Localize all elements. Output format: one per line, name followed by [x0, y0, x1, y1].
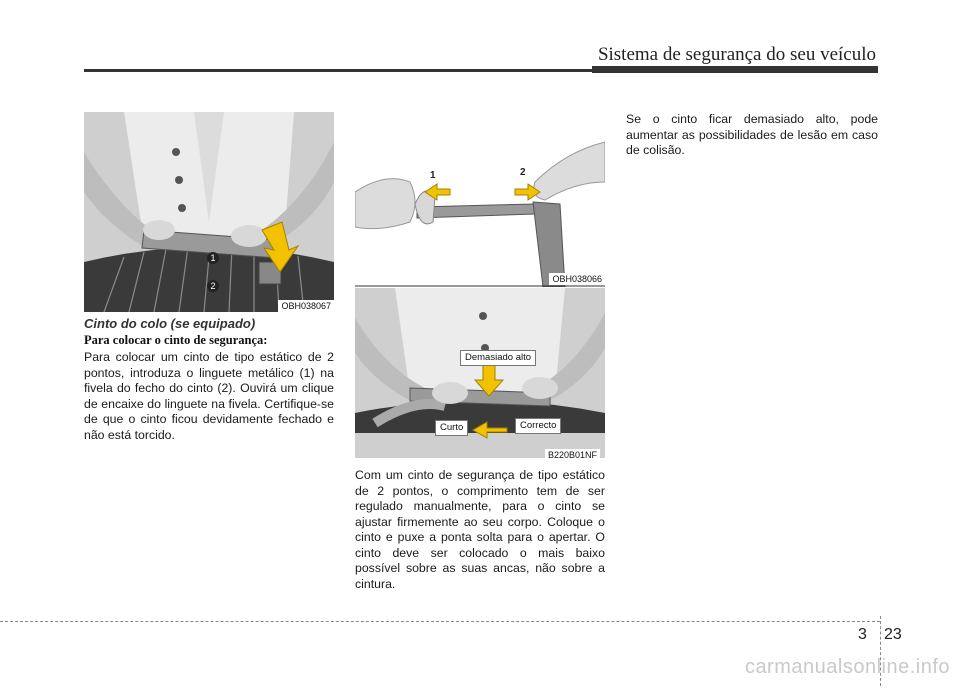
callout-1: 1 — [207, 252, 219, 264]
figure-code: OBH038067 — [278, 300, 334, 312]
figure-lap-belt — [84, 112, 334, 312]
label-short: Curto — [435, 420, 468, 436]
label-too-high: Demasiado alto — [460, 350, 536, 366]
callout-2: 2 — [207, 280, 219, 292]
section-heading: Cinto do colo (se equipado) — [84, 316, 256, 331]
right-paragraph: Se o cinto ficar demasiado alto, pode aumentar as possibilidades de lesão em caso de colisão. — [626, 112, 878, 157]
header-rule-accent — [592, 66, 878, 73]
adjust-belt-illustration — [355, 112, 605, 287]
callout-1: 1 — [430, 170, 436, 181]
figure-code: B220B01NF — [545, 449, 600, 461]
middle-paragraph: Com um cinto de segurança de tipo estático de 2 pontos, o comprimento tem de ser regulado manualmente, para o cinto se ajustar firmemente ao seu corpo. Coloque o cinto e puxe a ponta solta para o apertar. O cinto deve ser colocado o mais baixo possível sobre as suas ancas, não sobre a cintura. — [355, 468, 605, 591]
subheading: Para colocar o cinto de segurança: — [84, 333, 268, 347]
left-paragraph: Para colocar um cinto de tipo estático de 2 pontos, introduza o linguete metálico (1) na fivela do fecho do cinto (2). Ouvirá um clique de encaixe do linguete na fivela. Certifique-se de que o cinto ficou devidamente fechado e não está torcido. — [84, 350, 334, 442]
label-correct: Correcto — [515, 418, 561, 434]
section-title: Sistema de segurança do seu veículo — [597, 44, 876, 65]
callout-2: 2 — [520, 167, 526, 178]
footer-rule — [0, 621, 880, 622]
watermark: carmanualsonline.info — [744, 656, 950, 678]
figure-adjust-belt — [355, 112, 605, 287]
chapter-number: 3 — [858, 626, 867, 643]
page-number: 23 — [884, 626, 902, 643]
belt-position-illustration — [355, 288, 605, 460]
figure-code: OBH038066 — [549, 273, 605, 285]
figure-belt-position — [355, 288, 605, 460]
